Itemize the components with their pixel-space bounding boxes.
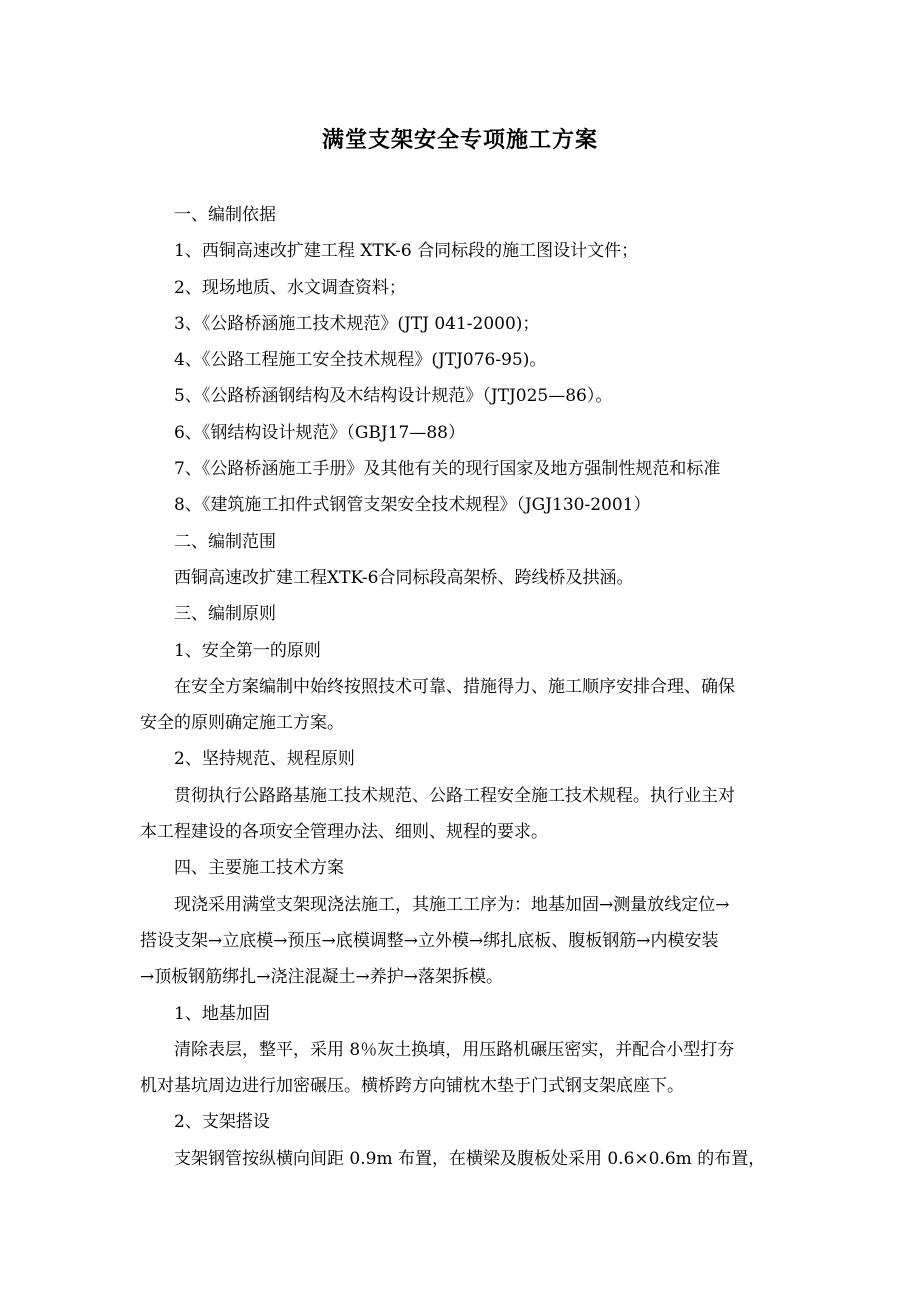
section-heading-scope: 二、编制范围 (174, 531, 276, 552)
subheading: 1、安全第一的原则 (174, 640, 321, 661)
paragraph-line: 2、现场地质、水文调查资料； (174, 277, 406, 298)
paragraph-line: 机对基坑周边进行加密碾压。横桥跨方向铺枕木垫于门式钢支架底座下。 (140, 1076, 684, 1097)
subheading: 2、支架搭设 (174, 1112, 270, 1133)
paragraph-line: 1、西铜高速改扩建工程 XTK-6 合同标段的施工图设计文件； (174, 241, 639, 262)
paragraph-line: 本工程建设的各项安全管理办法、细则、规程的要求。 (140, 822, 548, 843)
section-heading-principles: 三、编制原则 (174, 604, 276, 625)
document-title: 满堂支架安全专项施工方案 (321, 127, 598, 153)
subheading: 2、坚持规范、规程原则 (174, 749, 355, 770)
paragraph-line: 西铜高速改扩建工程XTK-6合同标段高架桥、跨线桥及拱涵。 (174, 567, 634, 588)
paragraph-line: 6、《钢结构设计规范》（GBJ17—88） (174, 422, 465, 443)
paragraph-line: 清除表层，整平，采用 8％灰土换填，用压路机碾压密实，并配合小型打夯 (174, 1039, 735, 1060)
paragraph-line: 在安全方案编制中始终按照技术可靠、措施得力、施工顺序安排合理、确保 (174, 676, 735, 697)
paragraph-line: 4、《公路工程施工安全技术规程》(JTJ076-95)。 (174, 350, 547, 371)
paragraph-line: 贯彻执行公路路基施工技术规范、公路工程安全施工技术规程。执行业主对 (174, 785, 735, 806)
paragraph-line: →顶板钢筋绑扎→浇注混凝土→养护→落架拆模。 (140, 967, 503, 988)
paragraph-line: 现浇采用满堂支架现浇法施工，其施工工序为：地基加固→测量放线定位→ (174, 894, 730, 915)
document-body (140, 197, 790, 1177)
section-heading-basis: 一、编制依据 (174, 205, 276, 225)
paragraph-line: 搭设支架→立底模→预压→底模调整→立外模→绑扎底板、腹板钢筋→内模安装 (140, 930, 719, 951)
subheading: 1、地基加固 (174, 1003, 270, 1024)
section-heading-technical: 四、主要施工技术方案 (174, 858, 344, 879)
paragraph-line: 5、《公路桥涵钢结构及木结构设计规范》（JTJ025—86）。 (174, 386, 613, 407)
paragraph-line: 7、《公路桥涵施工手册》及其他有关的现行国家及地方强制性规范和标准 (174, 459, 721, 480)
paragraph-line: 支架钢管按纵横向间距 0.9m 布置，在横梁及腹板处采用 0.6×0.6m 的布置， (174, 1148, 766, 1169)
paragraph-line: 安全的原则确定施工方案。 (140, 713, 344, 734)
paragraph-line: 3、《公路桥涵施工技术规范》(JTJ 041-2000)； (174, 313, 540, 334)
paragraph-line: 8、《建筑施工扣件式钢管支架安全技术规程》（JGJ130-2001） (174, 495, 651, 516)
